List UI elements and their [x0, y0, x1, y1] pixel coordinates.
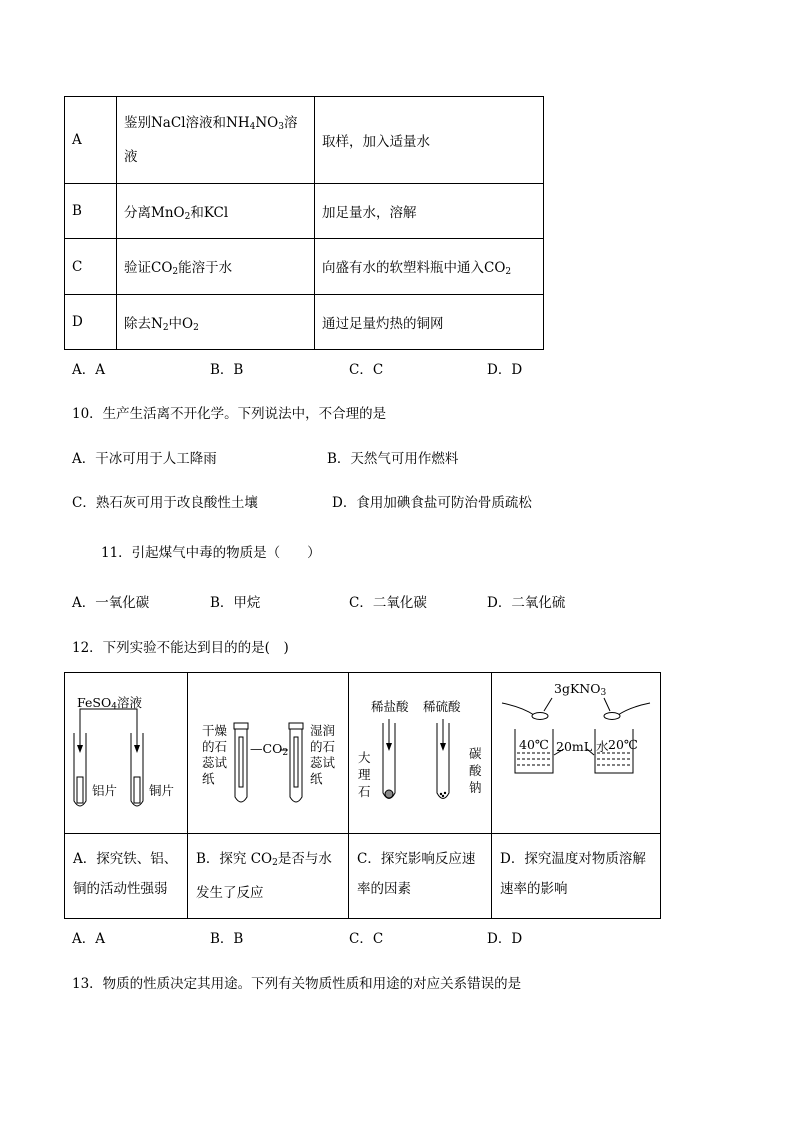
- row-method: 取样，加入适量水: [315, 97, 544, 184]
- aluminum-label: 铝片: [92, 783, 118, 798]
- temp-20-label: 20℃: [608, 737, 638, 752]
- table-row: [65, 239, 544, 295]
- wet-paper-label: 湿润 的石 蕊试 纸: [310, 723, 336, 786]
- q11-stem: 11．引起煤气中毒的物质是（ ）: [101, 545, 321, 561]
- table-row: [65, 97, 544, 184]
- row-method: 加足量水，溶解: [315, 184, 544, 239]
- row-method: 通过足量灼热的铜网: [315, 295, 544, 350]
- dry-paper-label: 干燥 的石 蕊试 纸: [202, 723, 228, 786]
- table-row: [65, 295, 544, 350]
- temp-40-label: 40℃: [519, 737, 549, 752]
- caption-a: A．探究铁、铝、 铜的活动性强弱: [65, 834, 188, 919]
- row-purpose: 除去$N_2$中$O_2$: [117, 295, 315, 350]
- figure-row: [65, 673, 661, 834]
- q10-option-d[interactable]: D．食用加碘食盐可防治骨质疏松: [332, 495, 532, 511]
- row-label: D: [65, 295, 117, 350]
- fesolution-label: FeSO$_4$溶液: [77, 695, 142, 712]
- option-c[interactable]: C．C: [349, 362, 384, 378]
- figure-c: [349, 673, 492, 834]
- kno3-label: 3gKNO$_3$: [554, 681, 607, 698]
- co2-label: $—CO_2$: [250, 741, 289, 758]
- q12-option-b[interactable]: B．B: [210, 931, 244, 947]
- q11-option-b[interactable]: B．甲烷: [210, 595, 261, 611]
- option-a[interactable]: A．A: [72, 362, 105, 378]
- q10-option-b[interactable]: B．天然气可用作燃料: [327, 451, 459, 467]
- q12-table: [64, 672, 661, 919]
- option-d[interactable]: D．D: [487, 362, 523, 378]
- row-label: A: [65, 97, 117, 184]
- figure-a: [65, 673, 188, 834]
- sodium-carbonate-label: 碳 酸 钠: [469, 746, 482, 795]
- q13-stem: 13．物质的性质决定其用途。下列有关物质性质和用途的对应关系错误的是: [72, 976, 522, 992]
- caption-b: B．探究 $CO_2$是否与水 发生了反应: [188, 834, 349, 919]
- hcl-label: 稀盐酸: [371, 699, 409, 714]
- figure-b: [188, 673, 349, 834]
- q10-option-c[interactable]: C．熟石灰可用于改良酸性土壤: [72, 495, 258, 511]
- marble-label: 大 理 石: [358, 750, 371, 799]
- row-purpose: 验证$CO_2$能溶于水: [117, 239, 315, 295]
- table-row: [65, 184, 544, 239]
- figure-d: [492, 673, 661, 834]
- row-purpose: 鉴别NaCl溶液和$NH_4NO_3$溶 液: [117, 97, 315, 184]
- row-purpose: 分离MnO$_2$和KCl: [117, 184, 315, 239]
- option-b[interactable]: B．B: [210, 362, 244, 378]
- caption-d: D．探究温度对物质溶解 速率的影响: [492, 834, 661, 919]
- row-label: C: [65, 239, 117, 295]
- q12-option-d[interactable]: D．D: [487, 931, 523, 947]
- q12-option-c[interactable]: C．C: [349, 931, 384, 947]
- water-label: 20mL 水: [556, 739, 609, 754]
- row-label: B: [65, 184, 117, 239]
- caption-c: C．探究影响反应速 率的因素: [349, 834, 492, 919]
- q10-option-a[interactable]: A．干冰可用于人工降雨: [72, 451, 217, 467]
- q11-option-a[interactable]: A．一氧化碳: [72, 595, 150, 611]
- q11-option-d[interactable]: D．二氧化硫: [487, 595, 566, 611]
- q11-option-c[interactable]: C．二氧化碳: [349, 595, 427, 611]
- copper-label: 铜片: [149, 783, 175, 798]
- q12-stem: 12．下列实验不能达到目的的是( ): [72, 640, 289, 656]
- caption-row: [65, 834, 661, 919]
- q9-table: [64, 96, 544, 350]
- q10-stem: 10．生产生活离不开化学。下列说法中，不合理的是: [72, 406, 387, 422]
- h2so4-label: 稀硫酸: [423, 699, 461, 714]
- row-method: 向盛有水的软塑料瓶中通入$CO_2$: [315, 239, 544, 295]
- figure-a-drawing: [65, 673, 187, 833]
- q12-option-a[interactable]: A．A: [72, 931, 105, 947]
